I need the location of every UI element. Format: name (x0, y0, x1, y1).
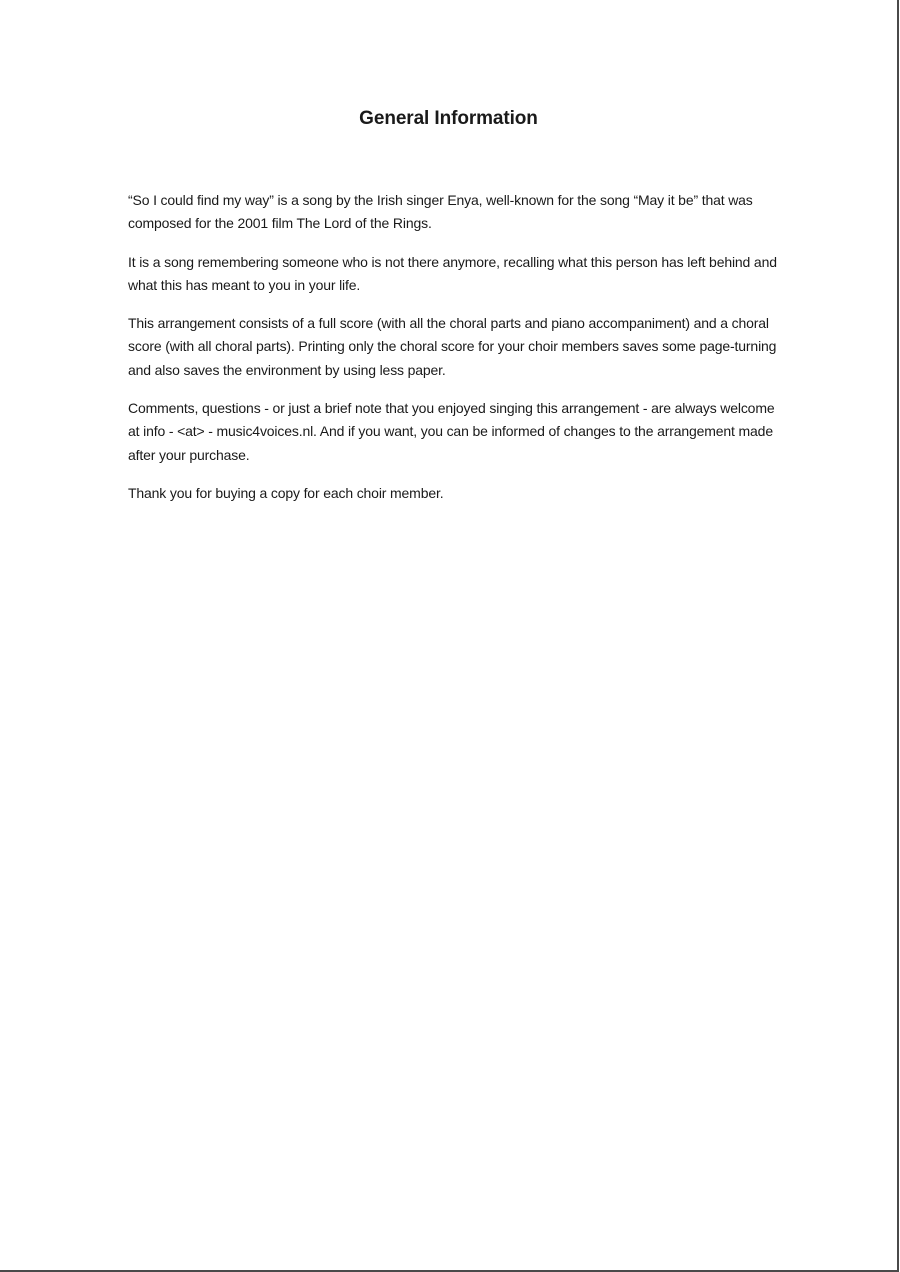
page-title: General Information (359, 108, 538, 129)
paragraph-thanks: Thank you for buying a copy for each choir member. (128, 484, 444, 501)
paragraph-arrangement: This arrangement consists of a full score (with all the choral parts and piano accompaniment) and a choral score (with all choral parts). Printing only the choral score for your choir members saves some page-turning and also saves the environment by using less paper. (128, 315, 777, 378)
paragraph-contact: Comments, questions - or just a brief note that you enjoyed singing this arrangement - are always welcome at info - <at> - music4voices.nl. And if you want, you can be informed of changes to the arrangement made after your purchase. (128, 400, 775, 463)
paragraph-song-meaning: It is a song remembering someone who is not there anymore, recalling what this person has left behind and what this has meant to you in your life. (128, 253, 777, 293)
paragraph-song-intro: “So I could find my way” is a song by the Irish singer Enya, well-known for the song “May it be” that was composed for the 2001 film The Lord of the Rings. (128, 192, 753, 232)
document-body (128, 189, 778, 520)
